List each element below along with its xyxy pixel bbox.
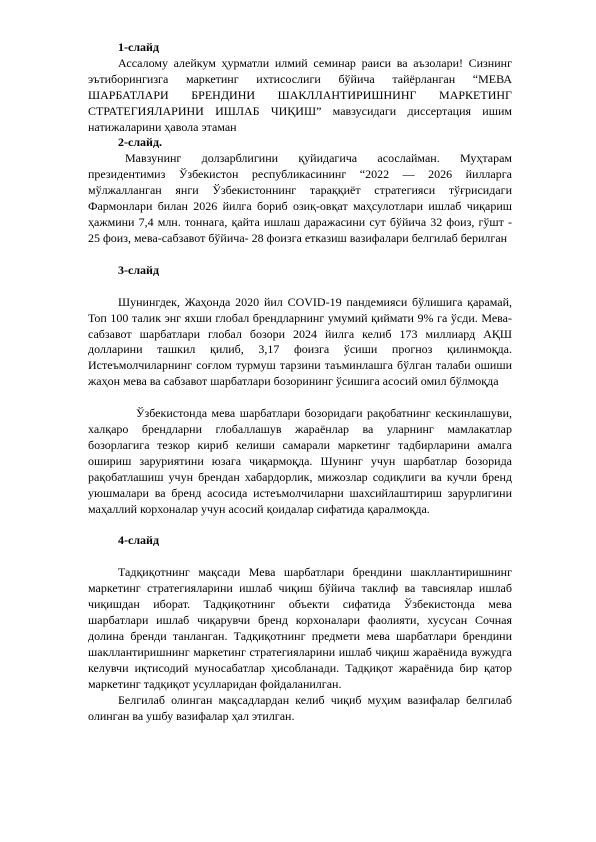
slide-1-heading: 1-слайд bbox=[118, 40, 160, 54]
slide-3-heading: 3-слайд bbox=[118, 262, 160, 277]
spacer bbox=[88, 279, 512, 295]
slide-3-paragraph-1: Шунингдек, Жаҳонда 2020 йил COVID-19 пандемияси бўлишига қарамай, Топ 100 талик энг яхши глобал брендларнинг умумий қиймати 9% га ўсди. Мева-сабзавот шарбатлари глобал бозори 2024 йилга келиб 173 миллиард АҚШ долларини ташкил қилиб, 3,17 фоизга ўсиши прогноз қилинмоқда. Истеъмолчиларнинг соғлом турмуш тарзини таъминлашга бўлган талаби ошиши жаҳон мева ва сабзавот шарбатлари бозорининг ўсишига асосий омил бўлмоқда bbox=[88, 294, 512, 389]
document-page bbox=[88, 40, 512, 724]
slide-4-paragraph-2: Белгилаб олинган мақсадлардан келиб чиқиб муҳим вазифалар белгилаб олинган ва ушбу вазифалар ҳал этилган. bbox=[88, 692, 512, 723]
spacer bbox=[88, 549, 512, 565]
slide-1-paragraph: Ассалому алейкум ҳурматли илмий семинар раиси ва аъзолари! Сизнинг эътиборингизга маркетинг ихтисослиги бўйича тайёрланган “МЕВА ШАРБАТЛАРИ БРЕНДИНИ ШАКЛЛАНТИРИШНИНГ МАРКЕТИНГ СТРАТЕГИЯЛАРИНИ ИШЛАБ ЧИҚИШ” мавзусидаги диссертация ишим натижаларини ҳавола этаман bbox=[88, 55, 512, 134]
slide-2-heading: 2-слайд. bbox=[118, 135, 163, 150]
spacer bbox=[88, 390, 512, 406]
slide-2-paragraph: Мавзунинг долзарблигини қуйидагича асослайман. Муҳтарам президентимиз Ўзбекистон республикасининг “2022 — 2026 йилларга мўлжалланган янги Ўзбекистоннинг тараққиёт стратегияси тўғрисидаги Фармонлари билан 2026 йилга бориб озиқ-овқат маҳсулотлари ишлаб чиқариш ҳажмини 7,4 млн. тоннага, қайта ишлаш даражасини сут бўйича 32 фоиз, гўшт - 25 фоиз, мева-сабзавот бўйича- 28 фоизга етказиш вазифалари белгилаб берилган bbox=[88, 151, 512, 245]
spacer bbox=[88, 517, 512, 533]
slide-3-paragraph-2: Ўзбекистонда мева шарбатлари бозоридаги рақобатнинг кескинлашуви, халқаро брендларни глобаллашув жараёнлар ва уларнинг мамлакатлар бозорлагига тезкор кириб келиши самарали маркетинг тадбирларини амалга ошириш заруриятини юзага чиқармоқда. Шунинг учун шарбатлар бозорида рақобатлашиш учун брендан хабардорлик, мижозлар содиқлиги ва кучли бренд уюшмалари ва бренд асосида истеъмолчиларни шахсийлаштириш зарурлигини маҳаллий корхоналар учун асосий қоидалар сифатида қаралмоқда. bbox=[88, 406, 512, 516]
slide-4-heading: 4-слайд bbox=[118, 533, 160, 548]
slide-4-paragraph-1: Тадқиқотнинг мақсади Мева шарбатлари брендини шакллантиришнинг маркетинг стратегияларини ишлаб чиқиш бўйича таклиф ва тавсиялар ишлаб чиқишдан иборат. Тадқиқотнинг объекти сифатида Ўзбекистонда мева шарбатлари ишлаб чиқарувчи бренд корхоналари фаолияти, хусусан Сочная долина бренди танланган. Тадқиқотнинг предмети мева шарбатлари брендини шакллантиришнинг маркетинг стратегияларини ишлаб чиқиш жараёнида вужудга келувчи иқтисодий муносабатлар ҳисобланади. Тадқиқот жараёнида бир қатор маркетинг тадқиқот усулларидан фойдаланилган. bbox=[88, 565, 512, 691]
spacer bbox=[88, 247, 512, 263]
